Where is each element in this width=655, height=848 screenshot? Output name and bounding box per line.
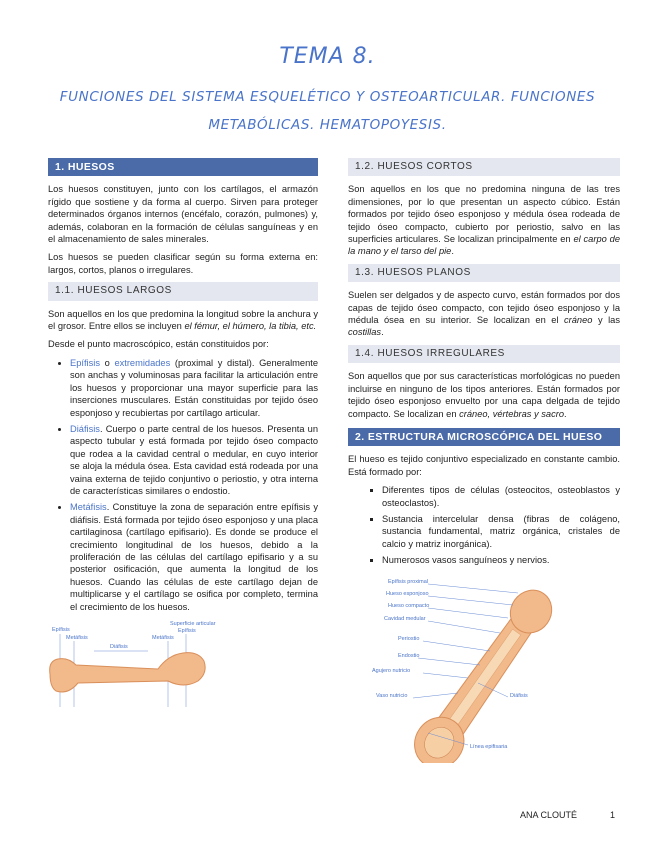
emphasis: el carpo de la mano y el tarso del pie bbox=[348, 234, 620, 257]
label-superficie: Superficie articular bbox=[170, 621, 216, 627]
left-column bbox=[48, 158, 318, 709]
list-item bbox=[70, 501, 318, 613]
text: . bbox=[381, 327, 384, 338]
text: (proximal y distal). Generalmente son anchas y voluminosas para facilitar la articulación entre los huesos y proporcionar una mayor superficie para las inserciones musculares. Están constituidas por tejido óseo esponjoso y recubiertas por cartílago articular. bbox=[70, 357, 318, 418]
doc-title: TEMA 8. bbox=[279, 44, 376, 69]
term: Diáfisis bbox=[70, 423, 100, 434]
emphasis: cráneo bbox=[564, 315, 593, 326]
text: . bbox=[451, 246, 454, 257]
subheading-huesos-cortos: 1.2. HUESOS CORTOS bbox=[348, 158, 620, 176]
paragraph-irregulares bbox=[348, 370, 620, 420]
paragraph-classification: Los huesos se pueden clasificar según su forma externa en: largos, cortos, planos o irregulares. bbox=[48, 252, 318, 275]
list-item: ▪ Sustancia intercelular densa (fibras de colágeno, sustancia fundamental, matriz orgánica, cristales de calcio y matriz inorgánica). bbox=[382, 513, 620, 550]
label-vaso-nutricio: Vaso nutricio bbox=[376, 692, 408, 699]
bone-structure-figure bbox=[368, 573, 588, 763]
emphasis: costillas bbox=[348, 327, 382, 338]
label-hueso-compacto: Hueso compacto bbox=[388, 602, 430, 609]
list-item: ▪ Numerosos vasos sanguíneos y nervios. bbox=[382, 554, 620, 566]
label-cavidad-medular: Cavidad medular bbox=[384, 615, 426, 622]
list-item bbox=[70, 423, 318, 497]
long-bone-figure bbox=[48, 619, 248, 709]
paragraph-largos bbox=[48, 308, 318, 333]
text: Suelen ser delgados y de aspecto curvo, están formados por dos capas de tejido óseo compacto, con tejido óseo esponjoso y la médula ósea en su interior. Se localizan en el bbox=[348, 290, 620, 326]
section-heading-huesos: 1. HUESOS bbox=[48, 158, 318, 176]
label-epifisis-proximal: Epífisis proximal bbox=[388, 578, 429, 585]
right-column bbox=[348, 158, 620, 763]
label-hueso-esponjoso: Hueso esponjoso bbox=[386, 590, 429, 597]
subheading-huesos-irregulares: 1.4. HUESOS IRREGULARES bbox=[348, 345, 620, 363]
text: Son aquellos en los que predomina la longitud sobre la anchura y el grosor. Entre ellos se incluyen bbox=[48, 308, 318, 332]
label-diafisis: Diáfisis bbox=[110, 644, 128, 650]
paragraph-estructura: El hueso es tejido conjuntivo especializado en constante cambio. Está formado por: bbox=[348, 454, 620, 477]
text: o bbox=[99, 357, 115, 368]
paragraph-planos bbox=[348, 289, 620, 339]
paragraph-cortos bbox=[348, 183, 620, 257]
label-metafisis-2: Metáfisis bbox=[152, 635, 174, 641]
bone-parts-list bbox=[48, 357, 318, 613]
label-epifisis: Epífisis bbox=[52, 627, 70, 633]
text: Son aquellos que por sus características morfológicas no pueden incluirse en ninguno de los tipos anteriores. Están formados por tejido óseo esponjoso envuelto por una capa delgada de tejido compacto. Se localizan en bbox=[348, 371, 620, 419]
term: Epífisis bbox=[70, 357, 100, 368]
emphasis: cráneo, vértebras y sacro bbox=[459, 408, 565, 419]
label-agujero-nutricio: Agujero nutricio bbox=[372, 667, 411, 674]
label-epifisis-2: Epífisis bbox=[178, 628, 196, 634]
paragraph-macro: Desde el punto macroscópico, están constituidos por: bbox=[48, 339, 269, 350]
text: . Cuerpo o parte central de los huesos. Presenta un aspecto tubular y está formada por tejido óseo compacto que rodea a la cavidad central o medular, en cuyo interior se aloja la médula ósea. Esta cavidad está rodeada por una vaina externa de tejido conjuntivo o periostio, y otra interna de características similares o endostio. bbox=[70, 423, 318, 496]
list-item bbox=[70, 357, 318, 419]
list-item: ▪ Diferentes tipos de células (osteocitos, osteoblastos y osteoclastos). bbox=[382, 484, 620, 509]
subheading-huesos-largos: 1.1. HUESOS LARGOS bbox=[48, 282, 318, 300]
label-periostio: Periostio bbox=[398, 635, 420, 642]
footer-author: ANA CLOUTÉ bbox=[520, 810, 578, 820]
structure-list bbox=[348, 484, 620, 566]
label-linea-epifisaria: Línea epifisaria bbox=[470, 743, 508, 750]
label-metafisis: Metáfisis bbox=[66, 635, 88, 641]
doc-subtitle: FUNCIONES DEL SISTEMA ESQUELÉTICO Y OSTEOARTICULAR. FUNCIONES METABÓLICAS. HEMATOPOYESIS. bbox=[59, 89, 596, 133]
section-heading-estructura: 2. ESTRUCTURA MICROSCÓPICA DEL HUESO bbox=[348, 428, 620, 446]
label-diafisis: Diáfisis bbox=[510, 692, 528, 699]
term: Metáfisis bbox=[70, 502, 107, 513]
term: extremidades bbox=[114, 357, 171, 368]
text: . Constituye la zona de separación entre epífisis y diáfisis. Está formada por tejido óseo esponjoso y una placa cartilaginosa (cartílago epifisario). Es donde se produce el crecimiento longitudinal de los huesos, debido a la proliferación de las células del cartílago epifisario y a su posterior osificación, que aumenta la longitud de los huesos. Cuando las células de este cartílago dejan de multiplicarse y el cartílago se osifica por completo, termina el crecimiento de los huesos. bbox=[70, 502, 318, 612]
text: . bbox=[564, 408, 567, 419]
text: y las bbox=[592, 315, 621, 326]
footer-page-number: 1 bbox=[610, 810, 616, 820]
emphasis: el fémur, el húmero, la tibia, etc. bbox=[184, 321, 317, 332]
text: Son aquellos en los que no predomina ninguna de las tres dimensiones, por lo que presentan un aspecto cúbico. Están formados por tejido óseo esponjoso y médula ósea rodeada de tejido óseo compacto, cubierto por periostio, salvo en las superficies articulares. Se localizan principalmente en bbox=[348, 184, 620, 245]
paragraph-intro: Los huesos constituyen, junto con los cartílagos, el armazón rígido que sostiene y da forma al cuerpo. Sirven para proteger determinados órganos internos (encéfalo, corazón, pulmones) y, además, colaboran en la formación de células sanguíneas y en el almacenamiento de sales minerales. bbox=[48, 184, 318, 245]
bone-shape bbox=[50, 653, 205, 692]
label-endostio: Endostio bbox=[398, 652, 420, 659]
subheading-huesos-planos: 1.3. HUESOS PLANOS bbox=[348, 264, 620, 282]
